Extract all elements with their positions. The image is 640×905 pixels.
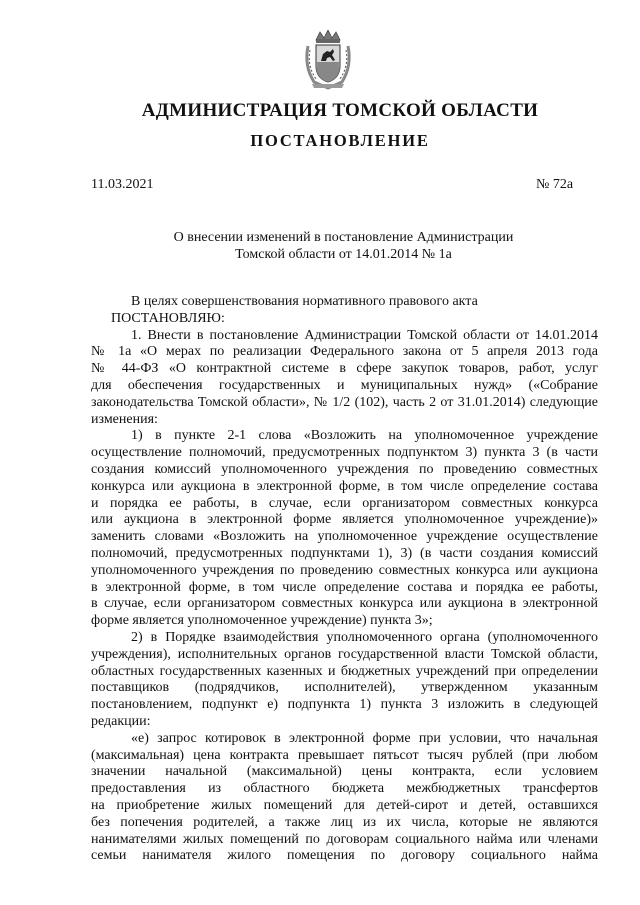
body-line: уполномоченного учреждения по проведению совместных конкурса или аукциона <box>91 562 598 578</box>
document-body <box>91 294 598 865</box>
body-line: № 44-ФЗ «О контрактной системе в сфере закупок товаров, работ, услуг <box>91 361 598 377</box>
document-subject <box>90 230 597 263</box>
body-line: полномочий, предусмотренных подпунктами 1), 3) (в части создания комиссий <box>91 545 598 561</box>
body-line: осуществление полномочий, предусмотренных подпунктом 3) пункта 3 (в части <box>91 445 598 461</box>
body-line: значении начальной (максимальной) цены контракта, если условием <box>91 764 598 780</box>
body-line: конкурса или аукциона в электронной форме, в том числе определение состава <box>91 478 598 494</box>
body-line: областных государственных казенных и бюджетных учреждений при определении <box>91 663 598 679</box>
document-number: № 72а <box>536 177 574 192</box>
body-line: семьи нанимателя жилого помещения по договору социального найма <box>91 848 598 864</box>
body-line: и порядка ее работы, в случае, если организатором совместных конкурса <box>91 495 598 511</box>
body-line: изменения: <box>91 411 158 427</box>
body-line: законодательства Томской области», № 1/2 (102), часть 2 от 31.01.2014) следующие <box>91 394 598 410</box>
agency-title: АДМИНИСТРАЦИЯ ТОМСКОЙ ОБЛАСТИ <box>141 100 539 121</box>
body-line: 1) в пункте 2-1 слова «Возложить на уполномоченное учреждение <box>131 428 598 444</box>
body-line: форме является уполномоченное учреждение) пункта 3»; <box>91 613 433 629</box>
body-line: редакции: <box>91 713 151 729</box>
document-date: 11.03.2021 <box>91 177 154 192</box>
body-line: в случае, если организатором совместных конкурса или аукциона в электронной <box>91 596 598 612</box>
body-line: (максимальная) цена контракта превышает пятьсот тысяч рублей (при любом <box>91 747 598 763</box>
subject-line: Томской области от 14.01.2014 № 1а <box>235 246 452 262</box>
body-line: учреждения), исполнительных органов государственной власти Томской области, <box>91 646 598 662</box>
body-line: для обеспечения государственных и муниципальных нужд» («Собрание <box>91 377 598 393</box>
body-line: на приобретение жилых помещений для детей-сирот и детей, оставшихся <box>91 797 598 813</box>
body-line: или аукциона в электронной форме является уполномоченное учреждение)» <box>91 512 598 528</box>
document-type: ПОСТАНОВЛЕНИЕ <box>250 131 430 150</box>
body-line: нанимателями жилых помещений по договорам социального найма или членами <box>91 831 598 847</box>
body-line: постановлением, подпункт е) подпункта 1) пункта 3 изложить в следующей <box>91 697 598 713</box>
body-line: 2) в Порядке взаимодействия уполномоченного органа (уполномоченного <box>131 629 598 645</box>
body-line: заменить словами «Возложить на уполномоченное учреждение осуществление <box>91 529 598 545</box>
body-line: В целях совершенствования нормативного правового акта <box>131 294 478 309</box>
body-line: поставщиков (подрядчиков, исполнителей), утвержденном указанным <box>91 680 598 696</box>
subject-line: О внесении изменений в постановление Администрации <box>173 230 514 245</box>
body-line: создания комиссий уполномоченного учреждения по проведению совместных <box>91 461 598 477</box>
body-line: предоставления из областного бюджета межбюджетных трансфертов <box>91 781 598 797</box>
body-line: «е) запрос котировок в электронной форме при условии, что начальная <box>131 730 598 746</box>
body-line: ПОСТАНОВЛЯЮ: <box>111 310 225 326</box>
body-line: № 1а «О мерах по реализации Федерального закона от 5 апреля 2013 года <box>91 344 598 360</box>
body-line: без попечения родителей, а также лиц из их числа, которые не являются <box>91 814 598 830</box>
coat-of-arms-icon <box>302 30 354 90</box>
body-line: в электронной форме, в том числе определение состава и порядка ее работы, <box>91 579 598 595</box>
body-line: 1. Внести в постановление Администрации Томской области от 14.01.2014 <box>131 327 598 343</box>
